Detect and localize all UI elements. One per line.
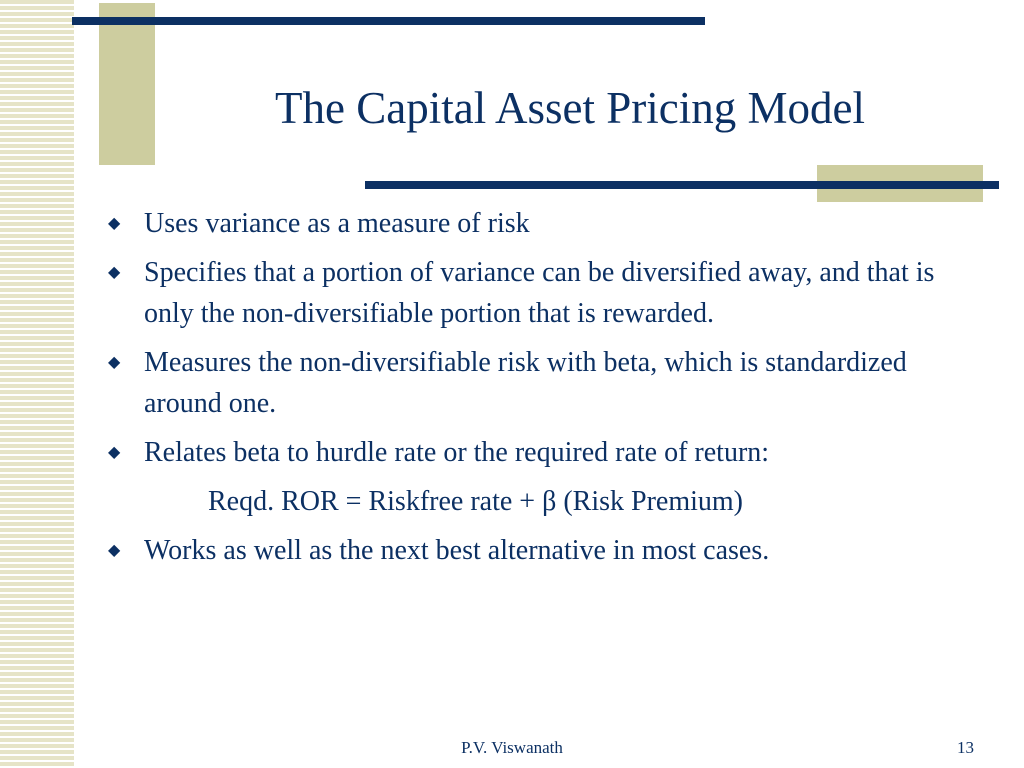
bullet-item [104,342,984,424]
decorative-stripes [0,0,74,768]
slide-title: The Capital Asset Pricing Model [275,83,865,133]
footer-author: P.V. Viswanath [461,738,563,757]
formula-text: Reqd. ROR = Riskfree rate + β (Risk Premium) [208,486,743,517]
decorative-rule-top [72,17,705,25]
diamond-bullet-icon: ◆ [108,354,121,371]
capm-formula [104,481,984,522]
bullet-text: Relates beta to hurdle rate or the required rate of return: [144,437,770,468]
diamond-bullet-icon: ◆ [108,542,121,559]
bullet-text: Measures the non-diversifiable risk with beta, which is standardized around one. [144,347,907,419]
decorative-tan-block-top [99,3,155,165]
bullet-text: Uses variance as a measure of risk [144,208,530,239]
decorative-rule-bottom [365,181,999,189]
diamond-bullet-icon: ◆ [108,444,121,461]
bullet-text: Specifies that a portion of variance can be diversified away, and that is only the non-diversifiable portion that is rewarded. [144,257,935,329]
bullet-text: Works as well as the next best alternative in most cases. [144,535,770,566]
diamond-bullet-icon: ◆ [108,215,121,232]
bullet-list [104,203,984,579]
bullet-item [104,252,984,334]
bullet-item [104,203,984,244]
page-number: 13 [957,738,974,757]
bullet-item [104,530,984,571]
diamond-bullet-icon: ◆ [108,264,121,281]
bullet-item [104,432,984,473]
